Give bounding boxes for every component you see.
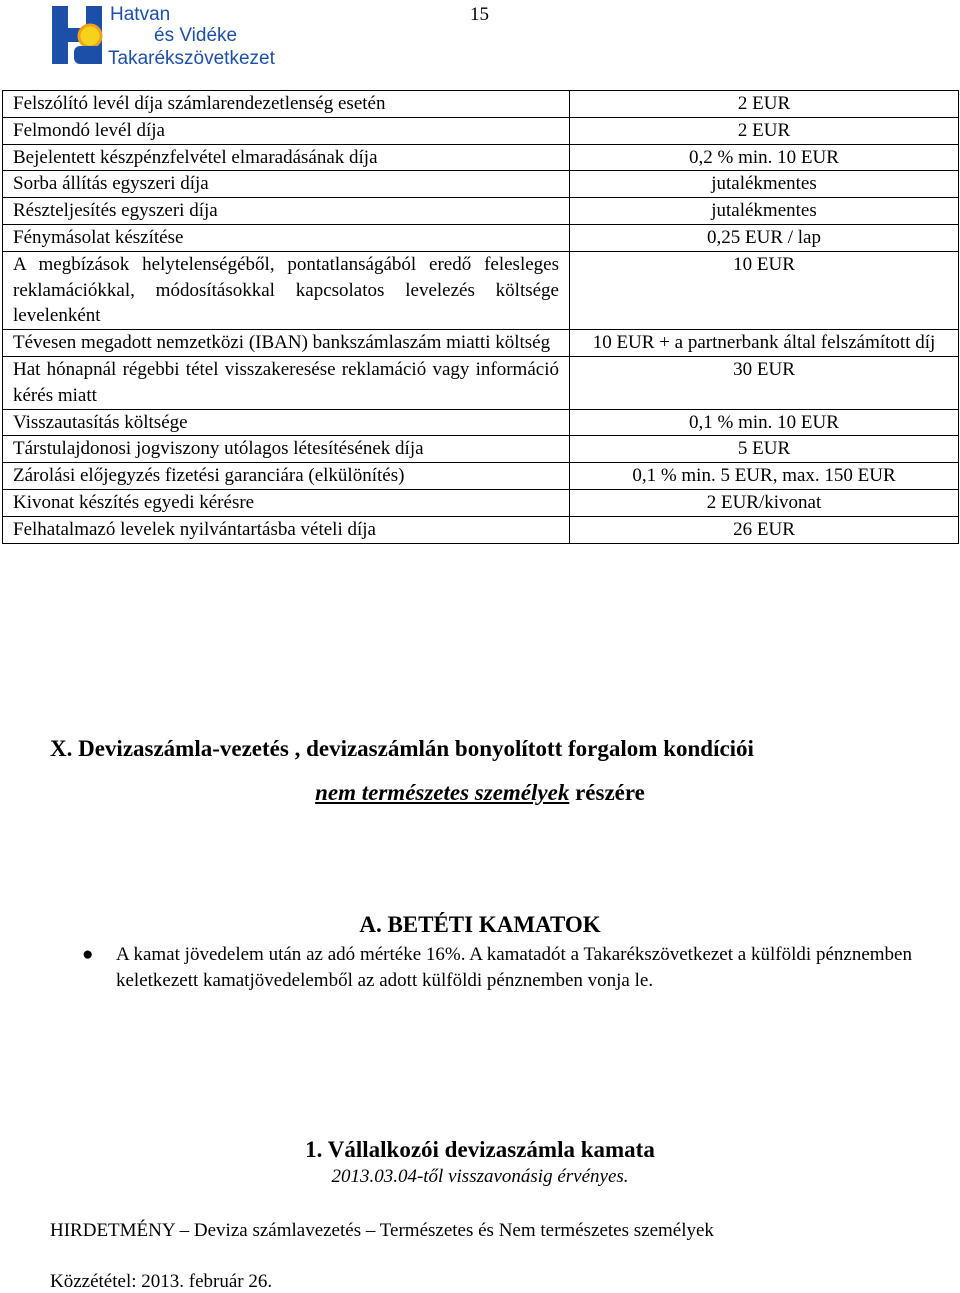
fee-table [2, 90, 959, 544]
fee-value: 2 EUR/kivonat [570, 489, 959, 516]
fee-label: Sorba állítás egyszeri díja [3, 171, 570, 198]
fee-label: Tévesen megadott nemzetközi (IBAN) bankszámlaszám miatti költség [3, 330, 570, 357]
fee-label: Zárolási előjegyzés fizetési garanciára (elkülönítés) [3, 463, 570, 490]
fee-label: Részteljesítés egyszeri díja [3, 198, 570, 225]
fee-value: 10 EUR [570, 251, 959, 329]
fee-value: 30 EUR [570, 356, 959, 409]
fee-label: Felmondó levél díja [3, 117, 570, 144]
fee-row [3, 224, 959, 251]
fee-value: 2 EUR [570, 117, 959, 144]
bullet-text: A kamat jövedelem után az adó mértéke 16%. A kamatadót a Takarékszövetkezet a külföldi pénznemben keletkezett kamatjövedelemből az adott külföldi pénznemben vonja le. [116, 944, 912, 991]
fee-value: 0,1 % min. 10 EUR [570, 409, 959, 436]
fee-value: 0,2 % min. 10 EUR [570, 144, 959, 171]
logo-line3: Takarékszövetkezet [108, 48, 275, 68]
company-logo [50, 2, 320, 68]
section-x-subtitle [0, 780, 960, 806]
fee-label: Visszautasítás költsége [3, 409, 570, 436]
fee-row [3, 436, 959, 463]
footer-title: HIRDETMÉNY – Deviza számlavezetés – Természetes és Nem természetes személyek [50, 1220, 714, 1241]
validity-note: 2013.03.04-től visszavonásig érvényes. [331, 1166, 629, 1187]
fee-value: 26 EUR [570, 516, 959, 543]
fee-label: A megbízások helytelenségéből, pontatlanságából eredő felesleges reklamációkkal, módosításokkal kapcsolatos levelezés költsége levelenként [3, 251, 570, 329]
fee-value: jutalékmentes [570, 198, 959, 225]
section-a-title: A. BETÉTI KAMATOK [359, 912, 601, 937]
fee-row [3, 409, 959, 436]
fee-row [3, 91, 959, 118]
fee-label: Hat hónapnál régebbi tétel visszakeresése reklamáció vagy információ kérés miatt [3, 356, 570, 409]
fee-row [3, 516, 959, 543]
subsection-1-title: 1. Vállalkozói devizaszámla kamata [305, 1137, 655, 1162]
bullet-item [82, 942, 912, 993]
fee-row [3, 330, 959, 357]
fee-label: Kivonat készítés egyedi kérésre [3, 489, 570, 516]
fee-value: 0,1 % min. 5 EUR, max. 150 EUR [570, 463, 959, 490]
fee-row [3, 171, 959, 198]
fee-label: Fénymásolat készítése [3, 224, 570, 251]
fee-value: 5 EUR [570, 436, 959, 463]
footer-publication-date: Közzététel: 2013. február 26. [50, 1271, 273, 1292]
fee-row [3, 198, 959, 225]
fee-label: Bejelentett készpénzfelvétel elmaradásának díja [3, 144, 570, 171]
fee-row [3, 117, 959, 144]
fee-row [3, 251, 959, 329]
fee-label: Felszólító levél díja számlarendezetlenség esetén [3, 91, 570, 118]
fee-label: Társtulajdonosi jogviszony utólagos létesítésének díja [3, 436, 570, 463]
page-number: 15 [470, 4, 489, 25]
fee-row [3, 356, 959, 409]
logo-sun [79, 25, 101, 47]
fee-row [3, 489, 959, 516]
fee-row [3, 144, 959, 171]
fee-value: 10 EUR + a partnerbank által felszámított díj [570, 330, 959, 357]
fee-value: jutalékmentes [570, 171, 959, 198]
fee-value: 2 EUR [570, 91, 959, 118]
bullet-icon: ● [82, 944, 94, 965]
logo-s-block [74, 46, 102, 64]
subtitle-rest: részére [569, 780, 645, 805]
fee-row [3, 463, 959, 490]
logo-line2: és Vidéke [154, 25, 238, 46]
fee-label: Felhatalmazó levelek nyilvántartásba vételi díja [3, 516, 570, 543]
section-x-title: X. Devizaszámla-vezetés , devizaszámlán bonyolított forgalom kondíciói [50, 736, 754, 761]
fee-value: 0,25 EUR / lap [570, 224, 959, 251]
logo-line1: Hatvan [110, 4, 171, 25]
subtitle-underlined: nem természetes személyek [315, 780, 570, 805]
